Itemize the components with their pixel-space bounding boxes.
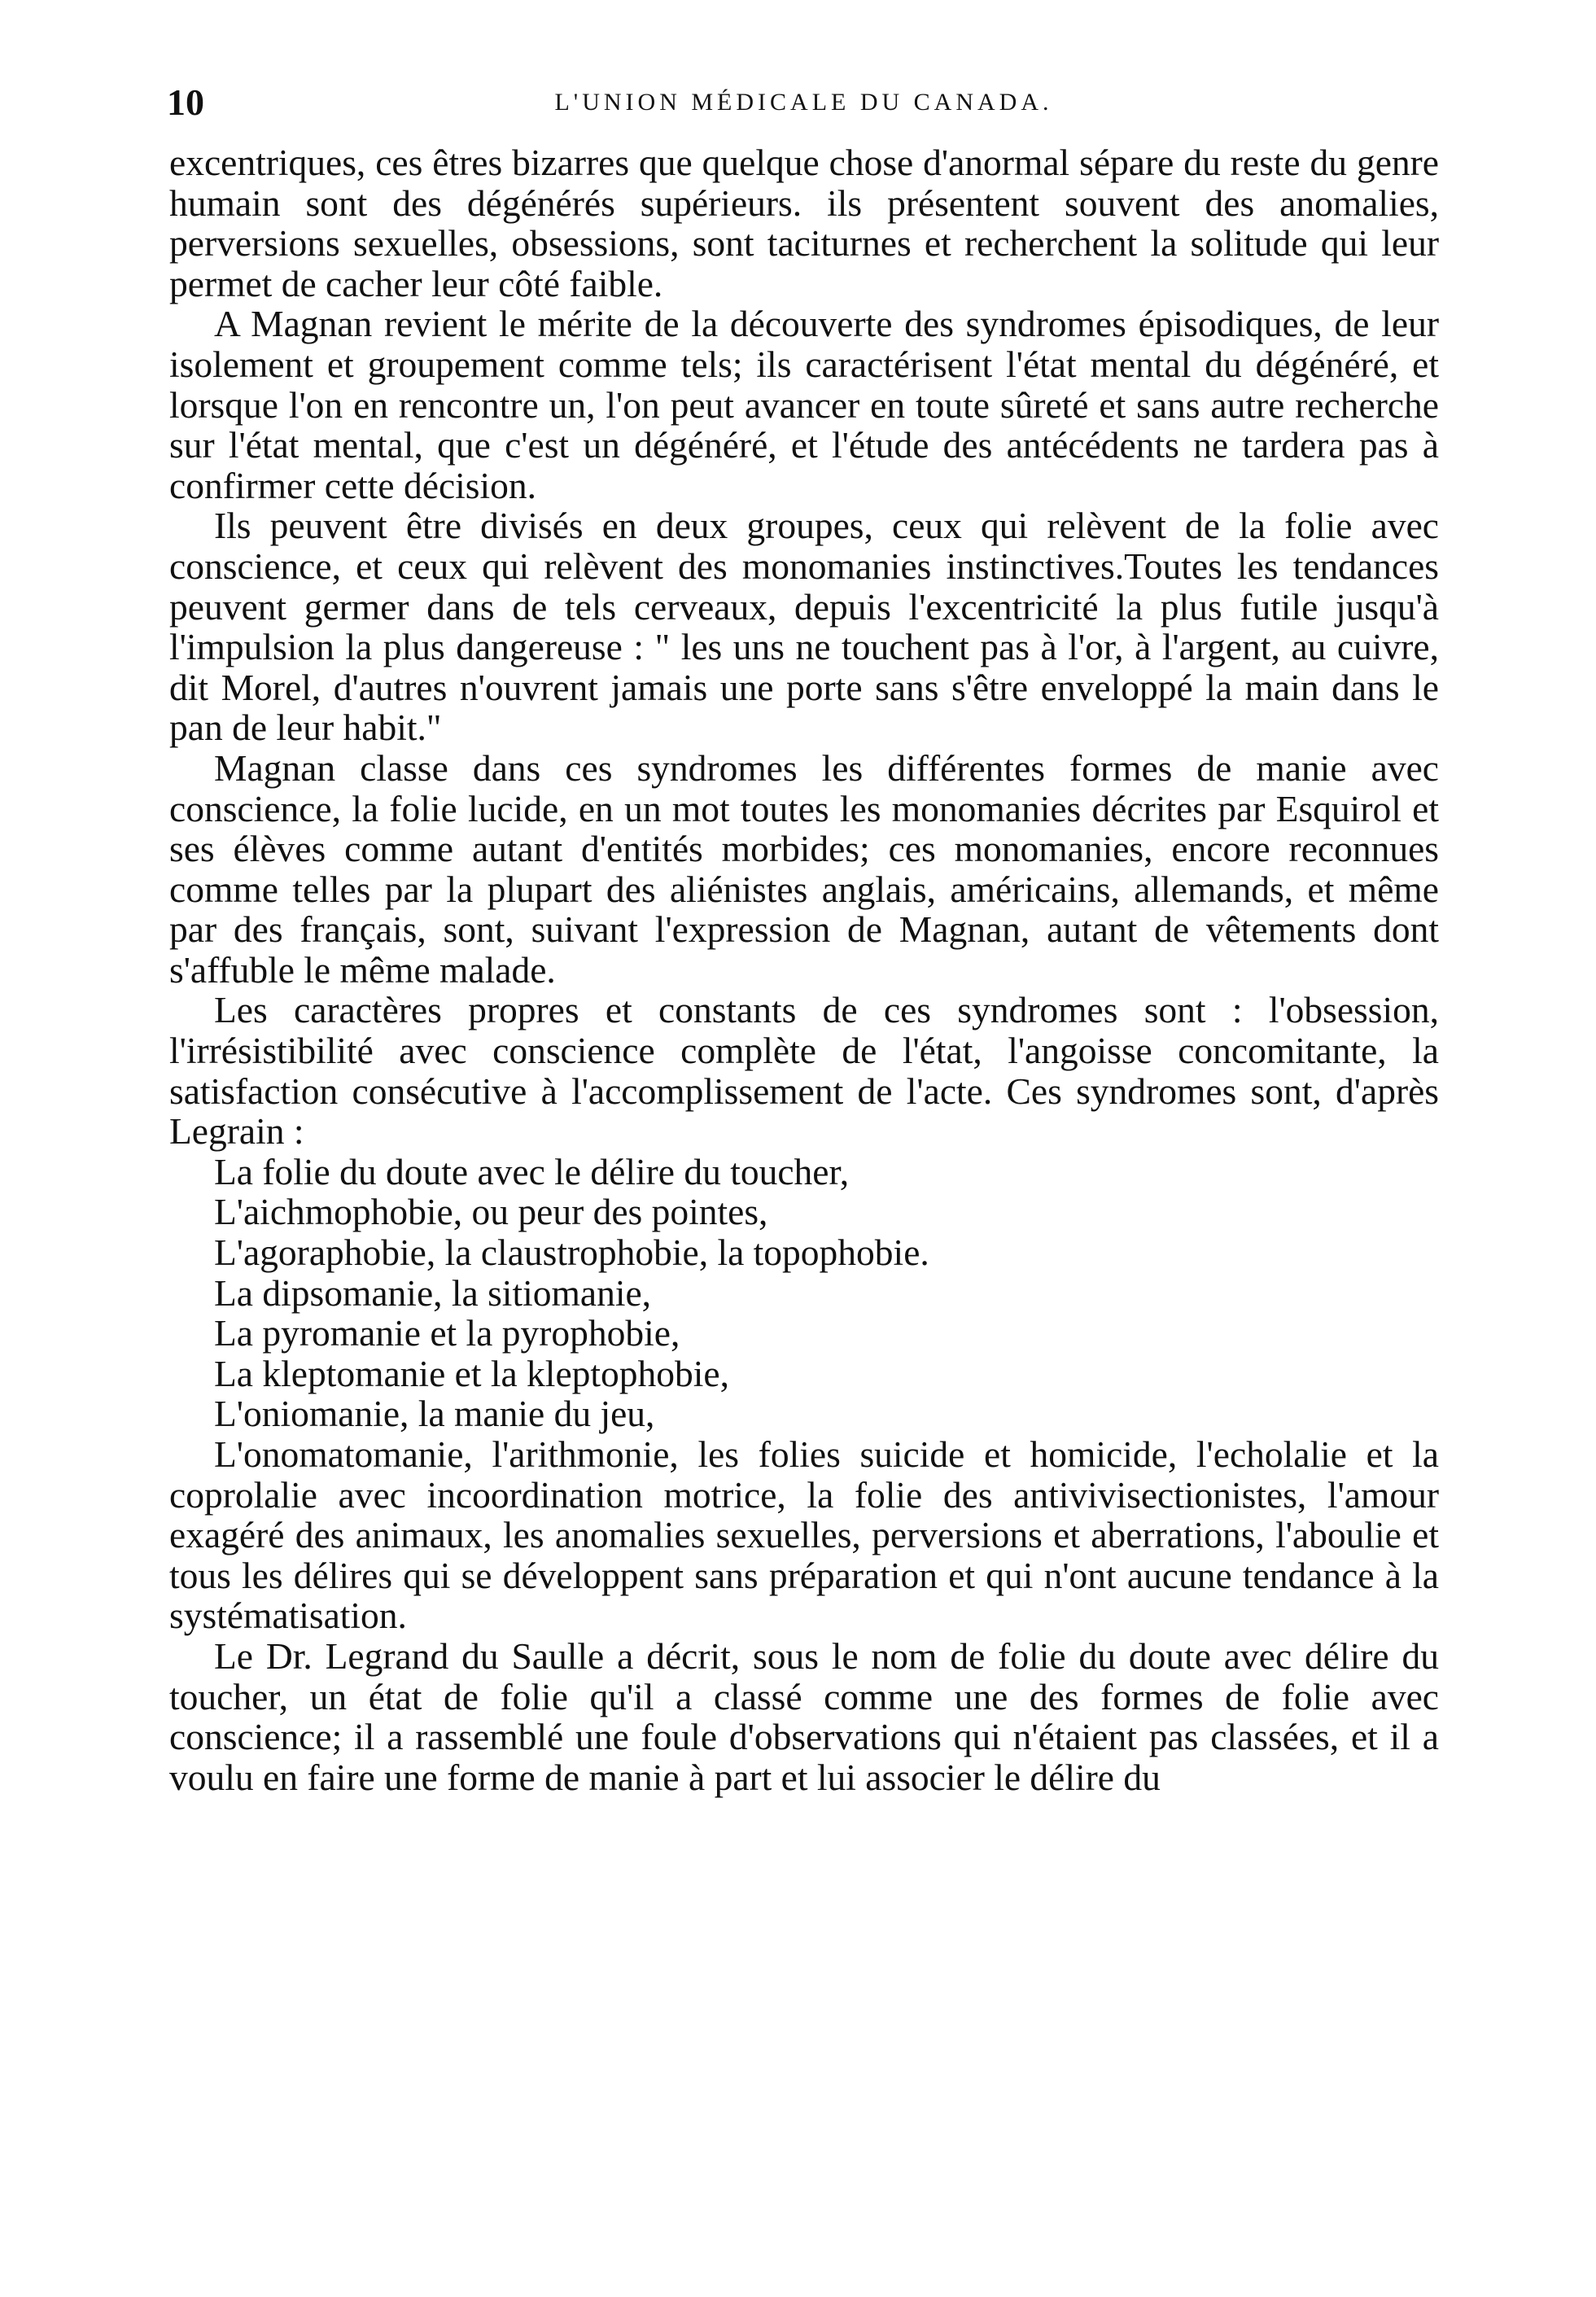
list-item: La folie du doute avec le délire du toucher, xyxy=(214,1150,850,1192)
paragraph: Magnan classe dans ces syndromes les différentes formes de manie avec conscience, la folie lucide, en un mot toutes les monomanies décrites par Esquirol et ses élèves comme autant d'entités morbides; ces monomanies, encore reconnues comme telles par la plupart des aliénistes anglais, américains, allemands, et même par des français, sont, suivant l'expression de Magnan, autant de vêtements dont s'affuble le même malade. xyxy=(169,746,1439,991)
list-item: La pyromanie et la pyrophobie, xyxy=(214,1312,680,1354)
paragraph: Ils peuvent être divisés en deux groupes, ceux qui relèvent de la folie avec conscience, et ceux qui relèvent des monomanies instinctives.Toutes les tendances peuvent germer dans de tels cerveaux, depuis l'excentricité la plus futile jusqu'à l'impulsion la plus dangereuse : " les uns ne touchent pas à l'or, à l'argent, au cuivre, dit Morel, d'autres n'ouvrent jamais une porte sans s'être enveloppé la main dans le pan de leur habit." xyxy=(169,505,1439,749)
page-number: 10 xyxy=(167,81,204,123)
list-item: L'aichmophobie, ou peur des pointes, xyxy=(214,1191,768,1233)
page-header xyxy=(167,78,1441,127)
list-item: L'oniomanie, la manie du jeu, xyxy=(214,1393,655,1435)
syndrome-list xyxy=(169,1152,1439,1434)
list-item: La kleptomanie et la kleptophobie, xyxy=(214,1352,730,1394)
body-text xyxy=(169,142,1439,1797)
paragraph: Les caractères propres et constants de ces syndromes sont : l'obsession, l'irrésistibilité avec conscience complète de l'état, l'angoisse concomitante, la satisfaction consécutive à l'accomplissement de l'acte. Ces syndromes sont, d'après Legrain : xyxy=(169,989,1439,1153)
list-item: L'agoraphobie, la claustrophobie, la topophobie. xyxy=(214,1232,929,1274)
running-title: L'UNION MÉDICALE DU CANADA. xyxy=(554,89,1053,116)
paragraph: L'onomatomanie, l'arithmonie, les folies suicide et homicide, l'echolalie et la coprolalie avec incoordination motrice, la folie des antivivisectionistes, l'amour exagéré des animaux, les anomalies sexuelles, perversions et aberrations, l'aboulie et tous les délires qui se développent sans préparation et qui n'ont aucune tendance à la systématisation. xyxy=(169,1433,1439,1637)
paragraph: Le Dr. Legrand du Saulle a décrit, sous le nom de folie du doute avec délire du toucher, un état de folie qu'il a classé comme une des formes de folie avec conscience; il a rassemblé une foule d'observations qui n'étaient pas classées, et il a voulu en faire une forme de manie à part et lui associer le délire du xyxy=(169,1634,1439,1798)
paragraph: A Magnan revient le mérite de la découverte des syndromes épisodiques, de leur isolement et groupement comme tels; ils caractérisent l'état mental du dégénéré, et lorsque l'on en rencontre un, l'on peut avancer en toute sûreté et sans autre recherche sur l'état mental, que c'est un dégénéré, et l'étude des antécédents ne tardera pas à confirmer cette décision. xyxy=(169,303,1439,506)
paragraph: excentriques, ces êtres bizarres que quelque chose d'anormal sépare du reste du genre humain sont des dégénérés supérieurs. ils présentent souvent des anomalies, perversions sexuelles, obsessions, sont taciturnes et recherchent la solitude qui leur permet de cacher leur côté faible. xyxy=(169,142,1439,304)
list-item: La dipsomanie, la sitiomanie, xyxy=(214,1271,652,1314)
